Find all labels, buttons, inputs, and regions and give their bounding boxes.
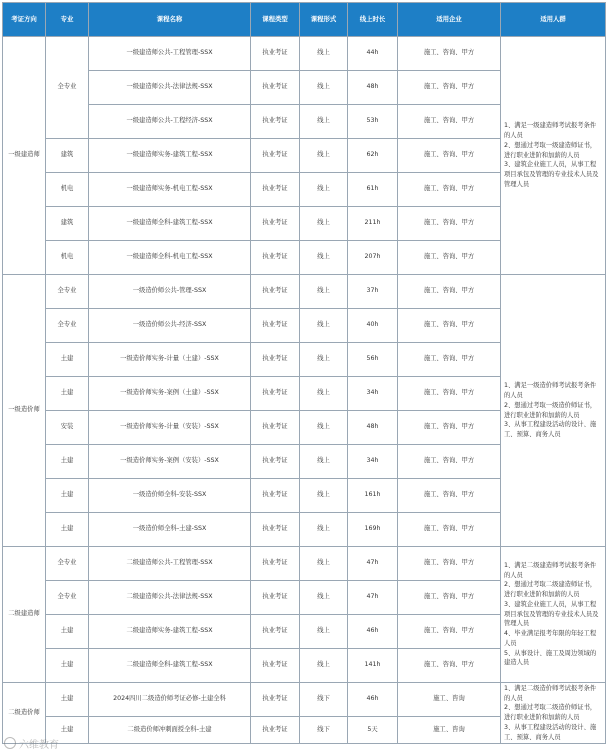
- major-cell: 土建: [46, 377, 89, 411]
- course-name-cell: 一级建造师公共-工程管理-SSX: [89, 37, 251, 71]
- course-hours-cell: 141h: [348, 649, 398, 683]
- course-hours-cell: 61h: [348, 173, 398, 207]
- direction-cell: 二级建造师: [3, 547, 46, 683]
- col-header: 课程类型: [251, 3, 300, 37]
- course-form-cell: 线上: [300, 581, 348, 615]
- table-row: [3, 547, 606, 581]
- course-hours-cell: 211h: [348, 207, 398, 241]
- major-cell: 建筑: [46, 207, 89, 241]
- course-table: [2, 2, 606, 744]
- audience-line: 3、建筑企业施工人员，从事工程项目承包及管理的专业技术人员及管理人员: [504, 600, 599, 628]
- course-hours-cell: 46h: [348, 683, 398, 717]
- audience-line: 1、满足二级造价师考试报考条件的人员: [504, 684, 597, 702]
- course-name-cell: 一级建造师全科-机电工程-SSX: [89, 241, 251, 275]
- col-header: 课程形式: [300, 3, 348, 37]
- enterprise-cell: 施工、咨询、甲方: [398, 547, 501, 581]
- course-form-cell: 线上: [300, 615, 348, 649]
- course-hours-cell: 56h: [348, 343, 398, 377]
- course-type-cell: 执业考证: [251, 479, 300, 513]
- col-header: 专业: [46, 3, 89, 37]
- enterprise-cell: 施工、咨询、甲方: [398, 71, 501, 105]
- table-row: [3, 37, 606, 71]
- audience-line: 1、满足一级建造师考试报考条件的人员: [504, 122, 597, 140]
- course-form-cell: 线上: [300, 445, 348, 479]
- course-hours-cell: 44h: [348, 37, 398, 71]
- enterprise-cell: 施工、咨询、甲方: [398, 105, 501, 139]
- course-form-cell: 线上: [300, 71, 348, 105]
- course-hours-cell: 48h: [348, 411, 398, 445]
- table-body: [3, 37, 606, 744]
- course-hours-cell: 5天: [348, 717, 398, 744]
- audience-line: 3、从事工程建设活动的设计、施工、预算、商务人员: [504, 421, 597, 438]
- course-name-cell: 2024四川二级造价师考证必修-土建全科: [89, 683, 251, 717]
- col-header: 适用企业: [398, 3, 501, 37]
- course-name-cell: 一级建造师实务-机电工程-SSX: [89, 173, 251, 207]
- course-name-cell: 一级造价师全科-安装-SSX: [89, 479, 251, 513]
- enterprise-cell: 施工、咨询、甲方: [398, 445, 501, 479]
- course-type-cell: 执业考证: [251, 581, 300, 615]
- major-cell: 土建: [46, 445, 89, 479]
- course-type-cell: 执业考证: [251, 309, 300, 343]
- course-hours-cell: 37h: [348, 275, 398, 309]
- audience-line: 2、想通过考取二级建造师证书，进行职业进阶和加薪的人员: [504, 581, 597, 599]
- course-type-cell: 执业考证: [251, 547, 300, 581]
- course-form-cell: 线上: [300, 343, 348, 377]
- audience-cell: [501, 37, 606, 275]
- course-form-cell: 线上: [300, 547, 348, 581]
- course-form-cell: 线上: [300, 275, 348, 309]
- course-type-cell: 执业考证: [251, 377, 300, 411]
- enterprise-cell: 施工、咨询、甲方: [398, 275, 501, 309]
- course-type-cell: 执业考证: [251, 173, 300, 207]
- course-hours-cell: 48h: [348, 71, 398, 105]
- course-form-cell: 线上: [300, 411, 348, 445]
- enterprise-cell: 施工、咨询、甲方: [398, 513, 501, 547]
- major-cell: 机电: [46, 241, 89, 275]
- major-cell: 建筑: [46, 139, 89, 173]
- course-hours-cell: 169h: [348, 513, 398, 547]
- enterprise-cell: 施工、咨询、甲方: [398, 309, 501, 343]
- course-hours-cell: 47h: [348, 547, 398, 581]
- enterprise-cell: 施工、咨询、甲方: [398, 173, 501, 207]
- audience-line: 1、满足一级造价师考试报考条件的人员: [504, 382, 597, 399]
- col-header: 课程名称: [89, 3, 251, 37]
- course-form-cell: 线上: [300, 241, 348, 275]
- course-type-cell: 执业考证: [251, 139, 300, 173]
- enterprise-cell: 施工、咨询、甲方: [398, 207, 501, 241]
- course-type-cell: 执业考证: [251, 717, 300, 744]
- table-row: [3, 275, 606, 309]
- audience-cell: [501, 683, 606, 744]
- course-form-cell: 线上: [300, 513, 348, 547]
- audience-line: 3、建筑企业施工人员，从事工程项目承包及管理的专业技术人员及管理人员: [504, 161, 599, 188]
- course-name-cell: 一级造价师实务-计量（安装）-SSX: [89, 411, 251, 445]
- course-hours-cell: 62h: [348, 139, 398, 173]
- course-name-cell: 一级建造师公共-工程经济-SSX: [89, 105, 251, 139]
- enterprise-cell: 施工、咨询、甲方: [398, 377, 501, 411]
- course-form-cell: 线下: [300, 683, 348, 717]
- course-name-cell: 一级造价师公共-管理-SSX: [89, 275, 251, 309]
- course-form-cell: 线上: [300, 479, 348, 513]
- course-form-cell: 线上: [300, 105, 348, 139]
- audience-cell: [501, 547, 606, 683]
- major-cell: 土建: [46, 615, 89, 649]
- course-form-cell: 线上: [300, 139, 348, 173]
- audience-line: 3、从事工程建设活动的设计、施工、预算、商务人员: [504, 723, 597, 741]
- course-form-cell: 线上: [300, 207, 348, 241]
- major-cell: 土建: [46, 717, 89, 744]
- course-type-cell: 执业考证: [251, 343, 300, 377]
- audience-line: 2、想通过考取一级建造师证书，进行职业进阶和加薪的人员: [504, 141, 597, 159]
- major-cell: 土建: [46, 343, 89, 377]
- course-type-cell: 执业考证: [251, 683, 300, 717]
- course-hours-cell: 161h: [348, 479, 398, 513]
- enterprise-cell: 施工、咨询、甲方: [398, 615, 501, 649]
- enterprise-cell: 施工、咨询、甲方: [398, 241, 501, 275]
- major-cell: 全专业: [46, 275, 89, 309]
- enterprise-cell: 施工、咨询、甲方: [398, 411, 501, 445]
- course-type-cell: 执业考证: [251, 37, 300, 71]
- course-hours-cell: 47h: [348, 581, 398, 615]
- major-cell: 土建: [46, 513, 89, 547]
- course-form-cell: 线上: [300, 37, 348, 71]
- col-header: 考证方向: [3, 3, 46, 37]
- course-form-cell: 线上: [300, 173, 348, 207]
- course-form-cell: 线上: [300, 649, 348, 683]
- course-name-cell: 一级造价师实务-计量（土建）-SSX: [89, 343, 251, 377]
- course-type-cell: 执业考证: [251, 445, 300, 479]
- course-type-cell: 执业考证: [251, 411, 300, 445]
- enterprise-cell: 施工、咨询、甲方: [398, 479, 501, 513]
- enterprise-cell: 施工、咨询、甲方: [398, 37, 501, 71]
- course-type-cell: 执业考证: [251, 105, 300, 139]
- watermark-text: 六维教育: [19, 739, 59, 751]
- course-name-cell: 一级造价师实务-案例（土建）-SSX: [89, 377, 251, 411]
- course-name-cell: 一级建造师公共-法律法规-SSX: [89, 71, 251, 105]
- audience-line: 2、想通过考取一级造价师证书，进行职业进阶和加薪的人员: [504, 401, 597, 419]
- enterprise-cell: 施工、咨询、甲方: [398, 343, 501, 377]
- course-type-cell: 执业考证: [251, 207, 300, 241]
- enterprise-cell: 施工、咨询、甲方: [398, 649, 501, 683]
- course-type-cell: 执业考证: [251, 275, 300, 309]
- course-type-cell: 执业考证: [251, 241, 300, 275]
- course-hours-cell: 53h: [348, 105, 398, 139]
- course-hours-cell: 40h: [348, 309, 398, 343]
- enterprise-cell: 施工、咨询、甲方: [398, 581, 501, 615]
- table-row: [3, 683, 606, 717]
- direction-cell: 一级造价师: [3, 275, 46, 547]
- watermark-logo-icon: [4, 737, 16, 749]
- major-cell: 土建: [46, 479, 89, 513]
- watermark: [4, 735, 84, 751]
- major-cell: 安装: [46, 411, 89, 445]
- major-cell: 土建: [46, 683, 89, 717]
- major-cell: 全专业: [46, 309, 89, 343]
- course-name-cell: 一级建造师实务-建筑工程-SSX: [89, 139, 251, 173]
- course-type-cell: 执业考证: [251, 615, 300, 649]
- enterprise-cell: 施工、咨询、甲方: [398, 139, 501, 173]
- course-name-cell: 二级建造师实务-建筑工程-SSX: [89, 615, 251, 649]
- audience-line: 4、毕业满足报考年限的年轻工程人员: [504, 630, 597, 647]
- major-cell: 全专业: [46, 37, 89, 139]
- major-cell: 全专业: [46, 581, 89, 615]
- course-form-cell: 线上: [300, 309, 348, 343]
- course-name-cell: 二级建造师公共-工程管理-SSX: [89, 547, 251, 581]
- course-name-cell: 二级建造师公共-法律法规-SSX: [89, 581, 251, 615]
- enterprise-cell: 施工、咨询: [398, 683, 501, 717]
- course-hours-cell: 34h: [348, 377, 398, 411]
- audience-line: 2、想通过考取二级造价师证书，进行职业进阶和加薪的人员: [504, 704, 597, 721]
- direction-cell: 一级建造师: [3, 37, 46, 275]
- major-cell: 全专业: [46, 547, 89, 581]
- course-hours-cell: 34h: [348, 445, 398, 479]
- course-hours-cell: 46h: [348, 615, 398, 649]
- audience-line: 1、满足二级建造师考试报考条件的人员: [504, 561, 597, 579]
- major-cell: 土建: [46, 649, 89, 683]
- course-name-cell: 二级建造师全科-建筑工程-SSX: [89, 649, 251, 683]
- major-cell: 机电: [46, 173, 89, 207]
- col-header: 线上时长: [348, 3, 398, 37]
- col-header: 适用人群: [501, 3, 606, 37]
- course-name-cell: 一级造价师全科-土建-SSX: [89, 513, 251, 547]
- course-form-cell: 线下: [300, 717, 348, 744]
- course-name-cell: 二级造价师冲刺面授全科-土建: [89, 717, 251, 744]
- course-hours-cell: 207h: [348, 241, 398, 275]
- course-name-cell: 一级造价师实务-案例（安装）-SSX: [89, 445, 251, 479]
- enterprise-cell: 施工、咨询: [398, 717, 501, 744]
- header-row: [3, 3, 606, 37]
- course-type-cell: 执业考证: [251, 513, 300, 547]
- direction-cell: 二级造价师: [3, 683, 46, 744]
- course-name-cell: 一级建造师全科-建筑工程-SSX: [89, 207, 251, 241]
- course-type-cell: 执业考证: [251, 71, 300, 105]
- audience-cell: [501, 275, 606, 547]
- audience-line: 5、从事设计、施工及周边领域的建造人员: [504, 649, 597, 667]
- course-form-cell: 线上: [300, 377, 348, 411]
- course-name-cell: 一级造价师公共-经济-SSX: [89, 309, 251, 343]
- course-type-cell: 执业考证: [251, 649, 300, 683]
